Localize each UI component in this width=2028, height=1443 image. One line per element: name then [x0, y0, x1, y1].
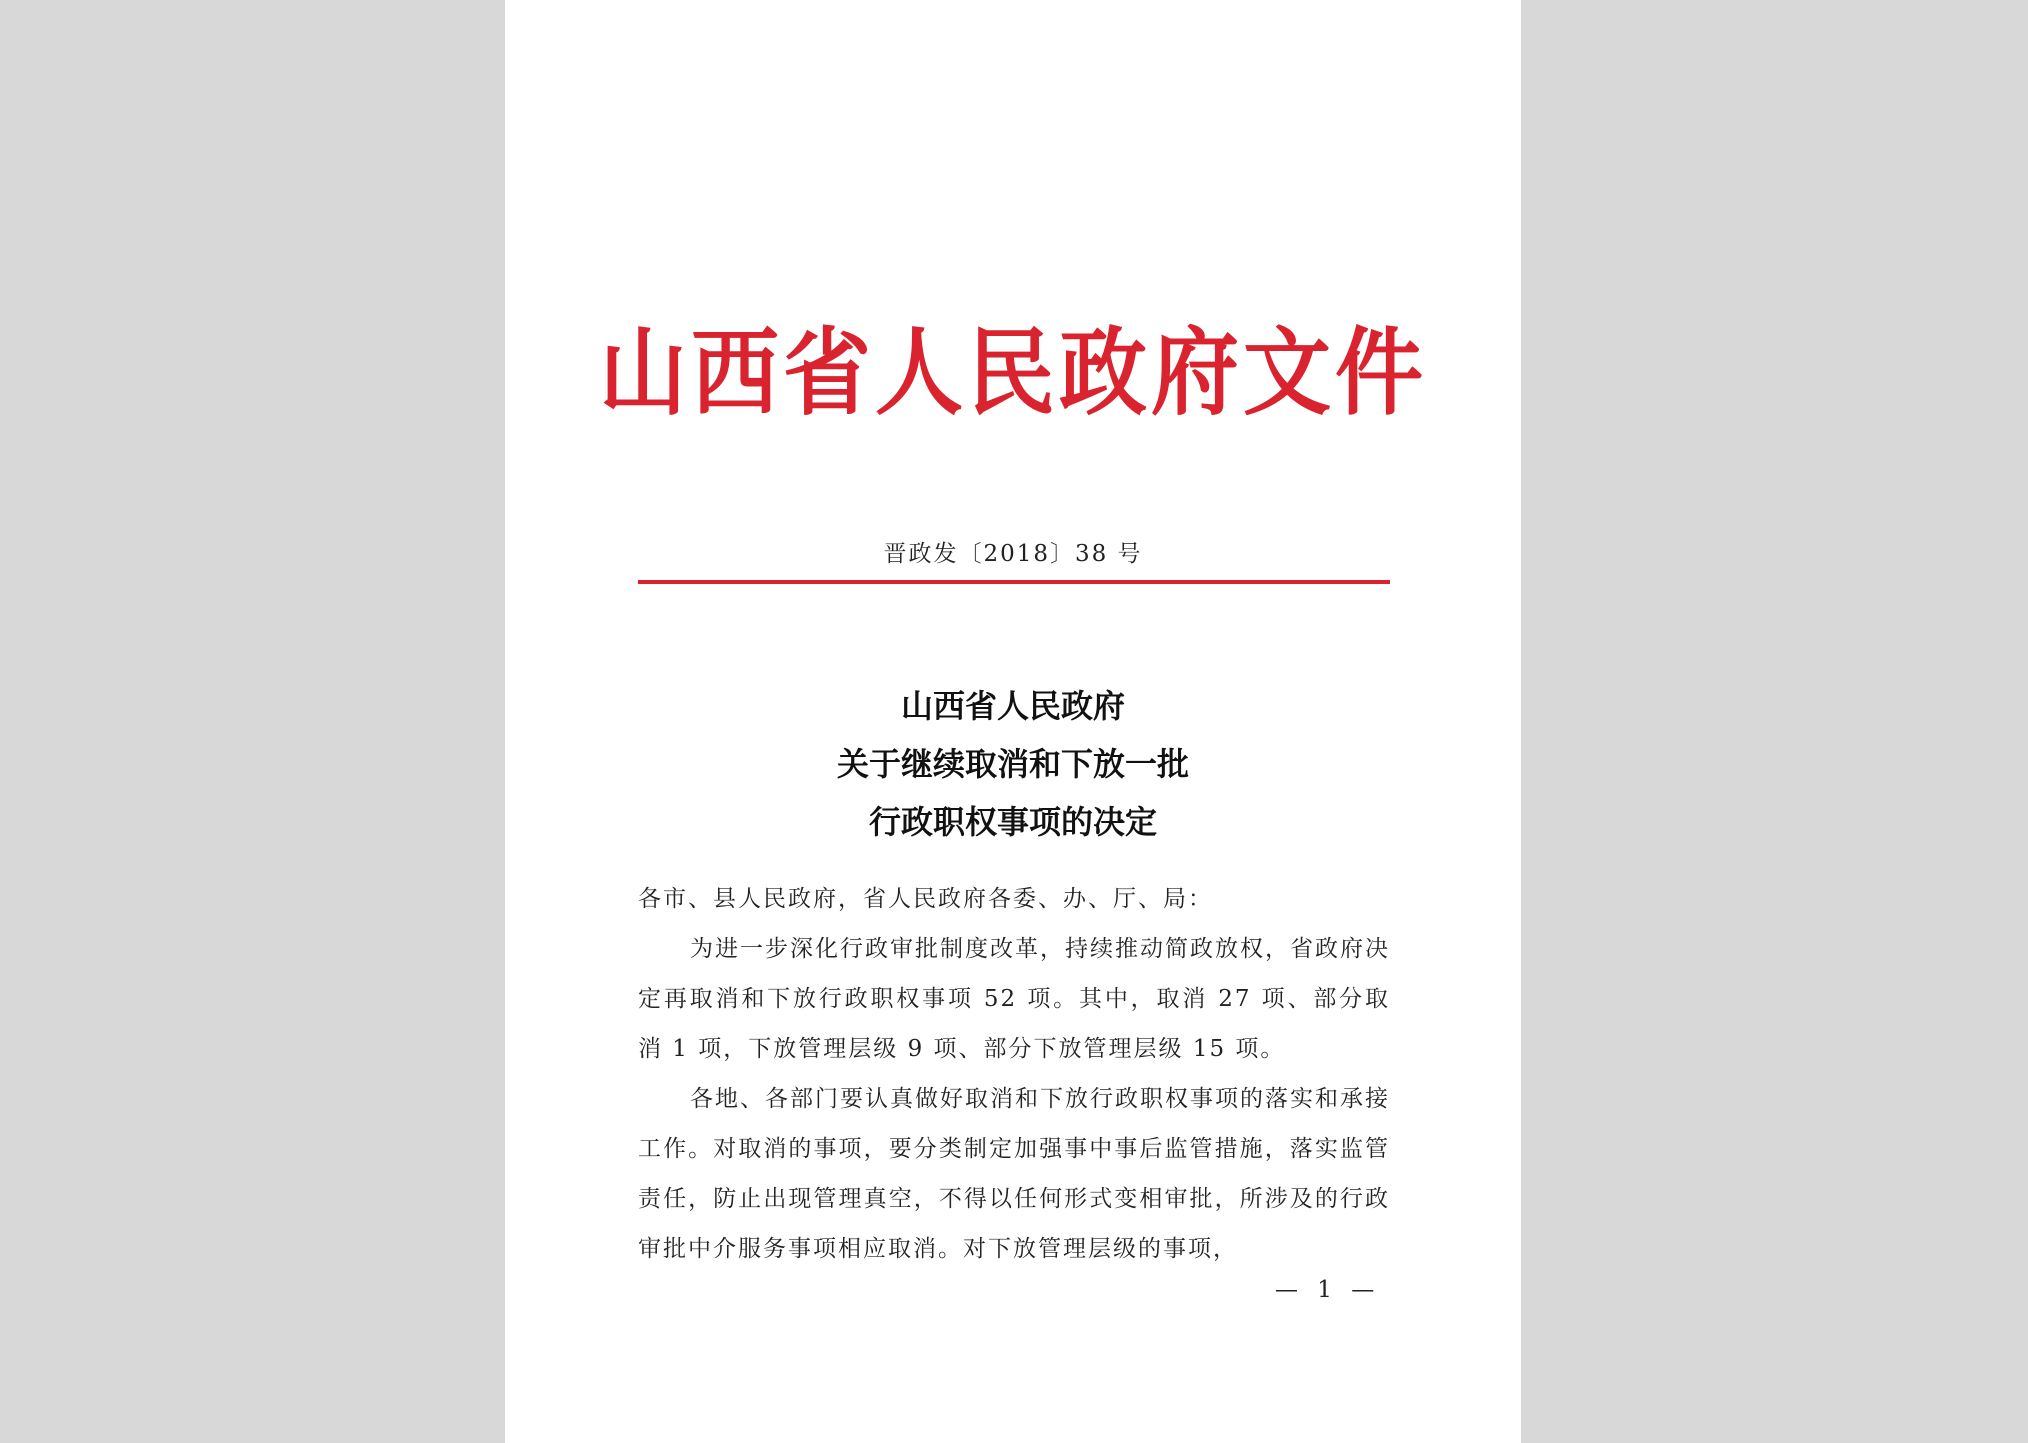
body-paragraph-2: 各地、各部门要认真做好取消和下放行政职权事项的落实和承接工作。对取消的事项，要分类制定加强事中事后监管措施，落实监管责任，防止出现管理真空，不得以任何形式变相审批，所涉及的行政审批中介服务事项相应取消。对下放管理层级的事项，: [638, 1086, 1390, 1262]
masthead-title: 山西省人民政府文件: [598, 315, 1427, 429]
page-number: — 1 —: [1275, 1277, 1381, 1303]
document-body: [638, 874, 1390, 1274]
red-divider-line: [638, 580, 1390, 584]
body-paragraph-1: 为进一步深化行政审批制度改革，持续推动简政放权，省政府决定再取消和下放行政职权事项 52 项。其中，取消 27 项、部分取消 1 项，下放管理层级 9 项、部分下放管理层级 15 项。: [638, 936, 1390, 1062]
title-line-2: 关于继续取消和下放一批: [836, 745, 1189, 783]
document-number: 晋政发〔2018〕38 号: [883, 541, 1143, 567]
title-line-3: 行政职权事项的决定: [868, 803, 1157, 841]
title-line-1: 山西省人民政府: [900, 687, 1125, 725]
document-title: [505, 677, 1521, 851]
salutation: 各市、县人民政府，省人民政府各委、办、厅、局：: [638, 886, 1213, 912]
document-page: [505, 0, 1521, 1443]
